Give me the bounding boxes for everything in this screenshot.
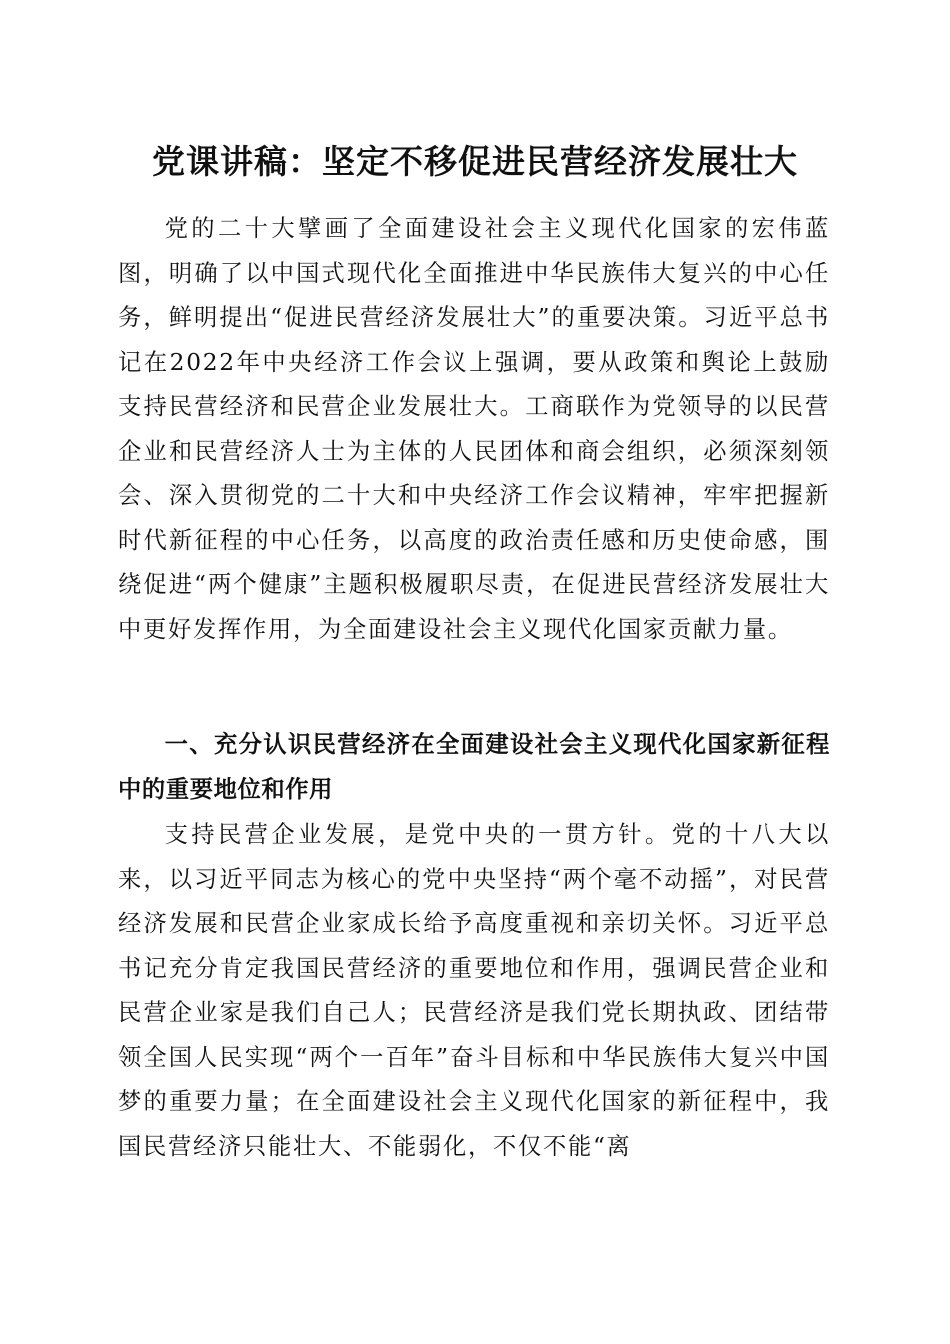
body-paragraph-section-1: 支持民营企业发展，是党中央的一贯方针。党的十八大以来，以习近平同志为核心的党中央坚持“两个毫不动摇”，对民营经济发展和民营企业家成长给予高度重视和亲切关怀。习近平总书记充分肯定我国民营经济的重要地位和作用，强调民营企业和民营企业家是我们自己人；民营经济是我们党长期执政、团结带领全国人民实现“两个一百年”奋斗目标和中华民族伟大复兴中国梦的重要力量；在全面建设社会主义现代化国家的新征程中，我国民营经济只能壮大、不能弱化，不仅不能“离 bbox=[118, 821, 830, 1160]
body-paragraph-intro: 党的二十大擘画了全面建设社会主义现代化国家的宏伟蓝图，明确了以中国式现代化全面推进中华民族伟大复兴的中心任务，鲜明提出“促进民营经济发展壮大”的重要决策。习近平总书记在2022年中央经济工作会议上强调，要从政策和舆论上鼓励支持民营经济和民营企业发展壮大。工商联作为党领导的以民营企业和民营经济人士为主体的人民团体和商会组织，必须深刻领会、深入贯彻党的二十大和中央经济工作会议精神，牢牢把握新时代新征程的中心任务，以高度的政治责任感和历史使命感，围绕促进“两个健康”主题积极履职尽责，在促进民营经济发展壮大中更好发挥作用，为全面建设社会主义现代化国家贡献力量。 bbox=[118, 215, 830, 643]
document-title: 党课讲稿：坚定不移促进民营经济发展壮大 bbox=[152, 142, 798, 181]
section-heading-1: 一、充分认识民营经济在全面建设社会主义现代化国家新征程中的重要地位和作用 bbox=[118, 731, 830, 803]
